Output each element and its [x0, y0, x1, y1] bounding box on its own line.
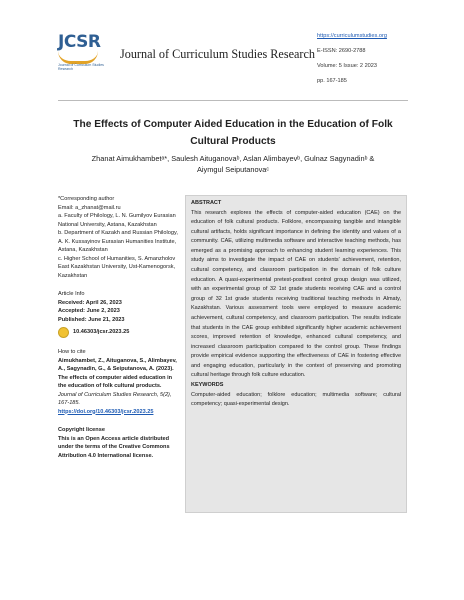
authors-line-1: Zhanat Aimukhambetᵃ*, Saulesh Aituganovaᵇ, Aslan Alimbayevᵇ, Gulnaz Sagynadinᵇ & [91, 154, 375, 163]
affiliation-a: a. Faculty of Philology, L. N. Gumilyov Eurasian National University, Astana, Kazakhstan [58, 213, 176, 228]
doi-icon [58, 327, 69, 338]
corresponding-label: *Corresponding author [58, 196, 115, 202]
copyright-label: Copyright license [58, 427, 105, 433]
eissn: E-ISSN: 2690-2788 [317, 48, 366, 54]
doi-row[interactable] [58, 327, 180, 338]
abstract-text: This research explores the effects of computer-aided education (CAE) on the education of folk cultural products. Folklore, encompassing tangible and intangible cultural artifacts, holds significant importance in defining the identity and values of a community. CAE, utilizing multimedia software and interactive teaching methods, has emerged as a promising approach to enhancing student learning experiences. This study aims to investigate the impact of CAE on students' achievement, retention, cultural competency, and classroom participation in the domain of folk culture education. A quasi-experimental pretest-posttest control group design was utilized, with an experimental group of 32 1st grade students receiving CAE and a control group of 32 1st grade students receiving traditional teaching methods in Almaty, Kazakhstan. Various assessment tools were employed to measure academic achievement, cultural competency, and classroom participation. The results indicate that students in the CAE group exhibited significantly higher academic achievement scores, improved retention of knowledge, enhanced cultural competency, and increased classroom participation compared to the control group. These findings provide empirical evidence supporting the effectiveness of CAE in fostering effective and engaging education, particularly in the context of preserving and promoting cultural heritage through folk culture education. [191, 209, 401, 379]
title-line-2: Cultural Products [190, 136, 276, 147]
logo-subtitle: Journal of Curriculum Studies Research [58, 63, 104, 71]
author-list [58, 153, 408, 175]
affiliation-b: b. Department of Kazakh and Russian Philology, A. K. Kussayinov Eurasian Humanities Institute, Astana, Kazakhstan [58, 230, 178, 253]
received-date: Received: April 26, 2023 [58, 299, 122, 306]
journal-meta [317, 29, 387, 89]
doi-text[interactable]: 10.46303/jcsr.2023.25 [73, 329, 130, 336]
citation-text: Aimukhambet, Z., Aituganova, S., Alimbayev, A., Sagynadin, G., & Seiputanova, A. (2023). The effects of computer aided education in the education of folk cultural products. [58, 357, 177, 389]
page-range: pp. 167-185 [317, 78, 347, 84]
header-divider [58, 100, 408, 101]
article-info-label: Article Info [58, 291, 85, 297]
affiliation-c: c. Higher School of Humanities, S. Amanzholov East Kazakhstan University, Ust-Kamenogorsk, Kazakhstan [58, 255, 176, 279]
logo-text: JCSR [58, 32, 101, 52]
published-date: Published: June 21, 2023 [58, 316, 125, 323]
journal-logo [58, 32, 112, 76]
authors-line-2: Aiymgul Seiputanovaᶜ [196, 165, 270, 174]
how-to-cite-label: How to cite [58, 349, 86, 355]
keywords-text: Computer-aided education; folklore education; multimedia software; cultural competency; quasi-experimental design. [191, 391, 401, 408]
citation-doi-link[interactable]: https://doi.org/10.46303/jcsr.2023.25 [58, 408, 154, 415]
volume-issue: Volume: 5 Issue: 2 2023 [317, 63, 378, 69]
corresponding-email: Email: a_zhanat@mail.ru [58, 204, 121, 211]
citation-journal: Journal of Curriculum Studies Research, 5(2), 167-185. [58, 391, 172, 406]
article-sidebar [58, 195, 180, 460]
article-title [60, 116, 406, 150]
keywords-heading: KEYWORDS [191, 381, 224, 388]
journal-url-link[interactable]: https://curriculumstudies.org [317, 33, 387, 39]
title-line-1: The Effects of Computer Aided Education in the Education of Folk [73, 119, 393, 130]
abstract-heading: ABSTRACT [191, 200, 222, 206]
journal-name: Journal of Curriculum Studies Research [120, 47, 315, 61]
accepted-date: Accepted: June 2, 2023 [58, 308, 120, 314]
abstract-box [185, 195, 407, 513]
copyright-text: This is an Open Access article distributed under the terms of the Creative Commons Attribution 4.0 International license. [58, 435, 170, 459]
